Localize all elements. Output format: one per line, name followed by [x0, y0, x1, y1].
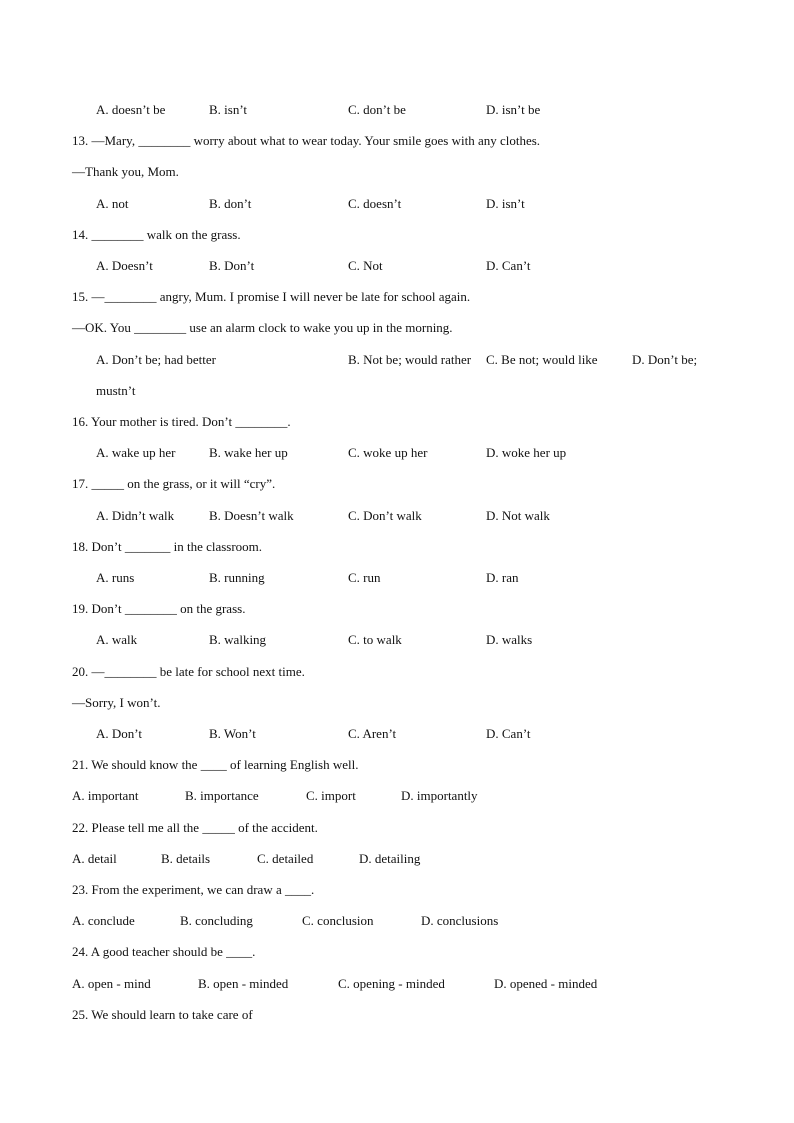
- answer-option: A. detail: [72, 851, 117, 866]
- answer-option: A. walk: [96, 632, 138, 647]
- answer-option: C. woke up her: [348, 445, 428, 460]
- answer-option: D. detailing: [359, 851, 421, 866]
- answer-option: C. run: [348, 570, 381, 585]
- answer-option: A. Didn’t walk: [96, 508, 175, 523]
- question-text: 13. —Mary, ________ worry about what to wear today. Your smile goes with any clothes.: [72, 133, 541, 148]
- question-text: 15. —________ angry, Mum. I promise I will never be late for school again.: [72, 289, 471, 304]
- answer-option: B. walking: [209, 632, 267, 647]
- answer-option: B. wake her up: [209, 445, 288, 460]
- question-text: 19. Don’t ________ on the grass.: [72, 601, 246, 616]
- answer-continuation: mustn’t: [96, 383, 136, 398]
- question-text: 20. —________ be late for school next time.: [72, 664, 305, 679]
- answer-option: C. opening - minded: [338, 976, 445, 991]
- answer-option: D. Can’t: [486, 726, 531, 741]
- answer-option: B. Won’t: [209, 726, 256, 741]
- question-text: —Sorry, I won’t.: [72, 695, 161, 710]
- answer-option: D. importantly: [401, 788, 478, 803]
- answer-option: D. Can’t: [486, 258, 531, 273]
- question-text: —Thank you, Mom.: [72, 164, 179, 179]
- answer-option: B. importance: [185, 788, 259, 803]
- answer-option: A. not: [96, 196, 129, 211]
- answer-option: B. running: [209, 570, 265, 585]
- question-text: 17. _____ on the grass, or it will “cry”.: [72, 476, 276, 491]
- answer-option: A. conclude: [72, 913, 135, 928]
- answer-option: D. isn’t: [486, 196, 525, 211]
- answer-option: A. wake up her: [96, 445, 176, 460]
- question-text: 21. We should know the ____ of learning English well.: [72, 757, 359, 772]
- answer-option: C. conclusion: [302, 913, 374, 928]
- question-text: 22. Please tell me all the _____ of the accident.: [72, 820, 318, 835]
- answer-option: A. important: [72, 788, 139, 803]
- answer-option: D. ran: [486, 570, 519, 585]
- question-text: 18. Don’t _______ in the classroom.: [72, 539, 263, 554]
- answer-option: B. Doesn’t walk: [209, 508, 294, 523]
- answer-option: B. details: [161, 851, 211, 866]
- answer-option: D. conclusions: [421, 913, 499, 928]
- answer-option: C. import: [306, 788, 356, 803]
- answer-option: C. Aren’t: [348, 726, 397, 741]
- answer-option: C. Don’t walk: [348, 508, 422, 523]
- answer-option: B. don’t: [209, 196, 252, 211]
- answer-option: C. detailed: [257, 851, 314, 866]
- question-text: 16. Your mother is tired. Don’t ________.: [72, 414, 291, 429]
- answer-option: A. Doesn’t: [96, 258, 153, 273]
- answer-option: D. Not walk: [486, 508, 550, 523]
- answer-option: C. Be not; would like: [486, 352, 598, 367]
- question-text: 23. From the experiment, we can draw a ____.: [72, 882, 315, 897]
- answer-option: B. isn’t: [209, 102, 248, 117]
- answer-option: D. isn’t be: [486, 102, 541, 117]
- answer-option: B. Not be; would rather: [348, 352, 472, 367]
- answer-option: B. open - minded: [198, 976, 289, 991]
- answer-option: D. woke her up: [486, 445, 567, 460]
- answer-option: B. Don’t: [209, 258, 255, 273]
- answer-option: D. Don’t be;: [632, 352, 698, 367]
- answer-option: A. doesn’t be: [96, 102, 166, 117]
- answer-option: A. open - mind: [72, 976, 151, 991]
- question-text: 24. A good teacher should be ____.: [72, 944, 256, 959]
- answer-option: C. doesn’t: [348, 196, 402, 211]
- answer-option: D. opened - minded: [494, 976, 598, 991]
- answer-option: D. walks: [486, 632, 533, 647]
- question-text: 25. We should learn to take care of: [72, 1007, 253, 1022]
- question-text: 14. ________ walk on the grass.: [72, 227, 241, 242]
- answer-option: C. don’t be: [348, 102, 406, 117]
- answer-option: A. Don’t: [96, 726, 142, 741]
- answer-option: C. Not: [348, 258, 383, 273]
- answer-option: A. runs: [96, 570, 135, 585]
- answer-option: A. Don’t be; had better: [96, 352, 216, 367]
- question-text: —OK. You ________ use an alarm clock to wake you up in the morning.: [72, 320, 453, 335]
- answer-option: B. concluding: [180, 913, 253, 928]
- answer-option: C. to walk: [348, 632, 402, 647]
